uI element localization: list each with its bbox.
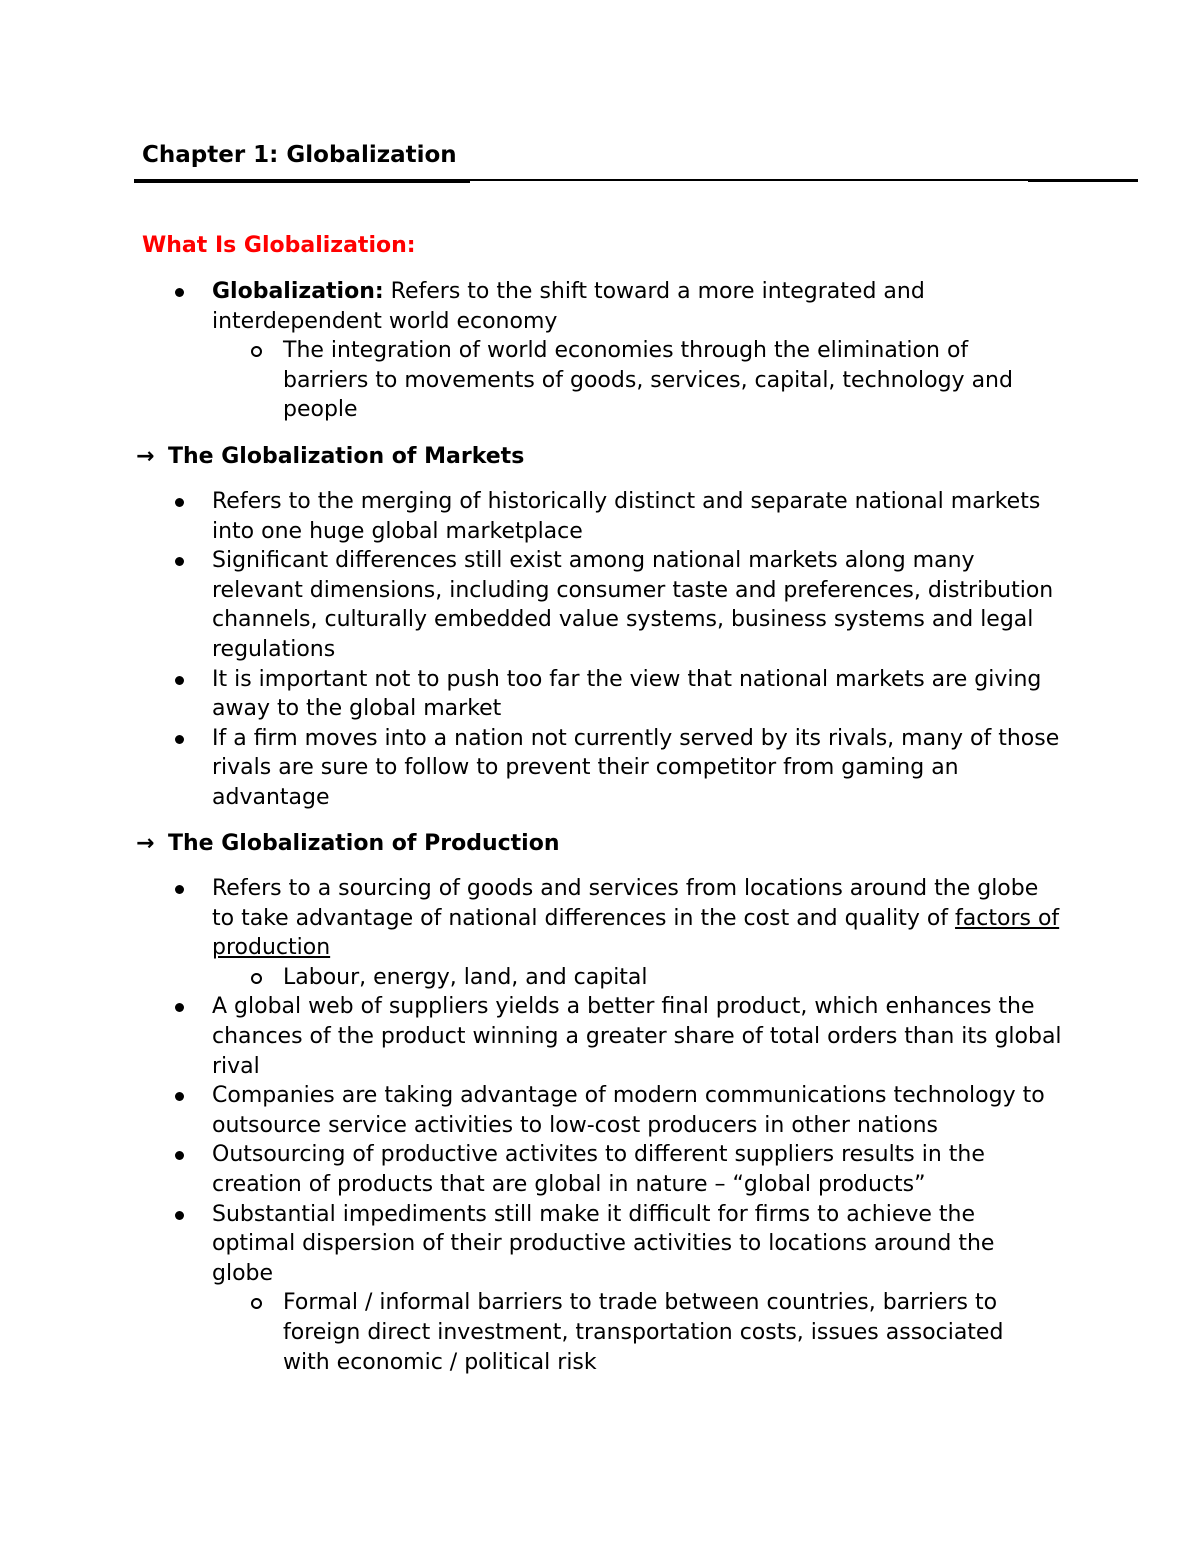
sub-list: [212, 336, 1062, 425]
list-item: [0, 992, 1062, 1081]
list-item-text: Refers to a sourcing of goods and services from locations around the globe to take advantage of national differences in the cost and quality of: [212, 876, 1039, 931]
list-item-text: Outsourcing of productive activites to different suppliers results in the creation of products that are global in nature – “global products”: [212, 1142, 985, 1197]
term-globalization: Globalization:: [212, 279, 384, 304]
bullet-icon: [175, 557, 184, 566]
bullet-icon: [175, 1003, 184, 1012]
list-item-text: It is important not to push too far the view that national markets are giving away to the global market: [212, 666, 1042, 722]
list-item-text: Significant differences still exist among national markets along many relevant dimensions, including consumer taste and preferences, distribution channels, culturally embedded value systems, business systems and legal regulations: [212, 548, 1054, 662]
markets-list: [0, 487, 1062, 813]
sub-list-item: [211, 336, 1023, 425]
list-item: [0, 665, 1062, 724]
sub-item-text: The integration of world economies through the elimination of barriers to movements of goods, services, capital, technology and people: [283, 338, 1013, 423]
list-item: [0, 1200, 1062, 1378]
list-item-text: If a firm moves into a nation not currently served by its rivals, many of those rivals are sure to follow to prevent their competitor from gaming an advantage: [212, 725, 1060, 810]
definition-text: Refers to the shift toward a more integrated and interdependent world economy: [212, 279, 925, 334]
title-underline-thick-right: [1028, 179, 1138, 182]
bullet-icon: [175, 1211, 184, 1220]
sub-list: [212, 963, 1062, 993]
markets-heading: [136, 442, 524, 472]
list-item: [0, 487, 1062, 546]
list-item: [0, 1140, 1062, 1199]
what-is-heading: What Is Globalization:: [142, 233, 416, 258]
list-item: [0, 1081, 1062, 1140]
production-list: [0, 874, 1062, 1377]
hollow-bullet-icon: [251, 1298, 262, 1309]
arrow-right-icon: →: [136, 444, 155, 469]
chapter-title: Chapter 1: Globalization: [142, 142, 457, 168]
bullet-icon: [175, 885, 184, 894]
list-item: [0, 724, 1062, 813]
bullet-icon: [175, 1092, 184, 1101]
arrow-right-icon: →: [136, 831, 155, 856]
what-is-list: [0, 277, 1062, 425]
list-item: [0, 874, 1062, 992]
list-item-text: Companies are taking advantage of modern communications technology to outsource service activities to low-cost producers in other nations: [212, 1083, 1045, 1138]
list-item-text: Refers to the merging of historically distinct and separate national markets into one huge global marketplace: [212, 489, 1041, 544]
sub-list-item: [211, 1288, 1023, 1377]
bullet-icon: [175, 735, 184, 744]
sub-list: [212, 1288, 1062, 1377]
hollow-bullet-icon: [251, 973, 262, 984]
sub-list-item: [211, 963, 1023, 993]
production-heading: [136, 829, 560, 859]
sub-item-text: Formal / informal barriers to trade between countries, barriers to foreign direct investment, transportation costs, issues associated with economic / political risk: [283, 1290, 1004, 1375]
list-item: [0, 277, 1062, 425]
list-item-text: A global web of suppliers yields a better final product, which enhances the chances of the product winning a greater share of total orders than its global rival: [212, 994, 1062, 1079]
bullet-icon: [175, 676, 184, 685]
list-item-text: Substantial impediments still make it difficult for firms to achieve the optimal dispersion of their productive activities to locations around the globe: [212, 1201, 995, 1286]
list-item: [0, 546, 1062, 664]
sub-item-text: Labour, energy, land, and capital: [283, 964, 648, 990]
hollow-bullet-icon: [251, 346, 262, 357]
production-heading-text: The Globalization of Production: [168, 831, 560, 856]
bullet-icon: [175, 288, 184, 297]
bullet-icon: [175, 1151, 184, 1160]
bullet-icon: [175, 498, 184, 507]
title-underline-thick-left: [134, 180, 470, 183]
markets-heading-text: The Globalization of Markets: [168, 444, 525, 469]
factors-of-production-link: factors of production: [212, 905, 1060, 961]
